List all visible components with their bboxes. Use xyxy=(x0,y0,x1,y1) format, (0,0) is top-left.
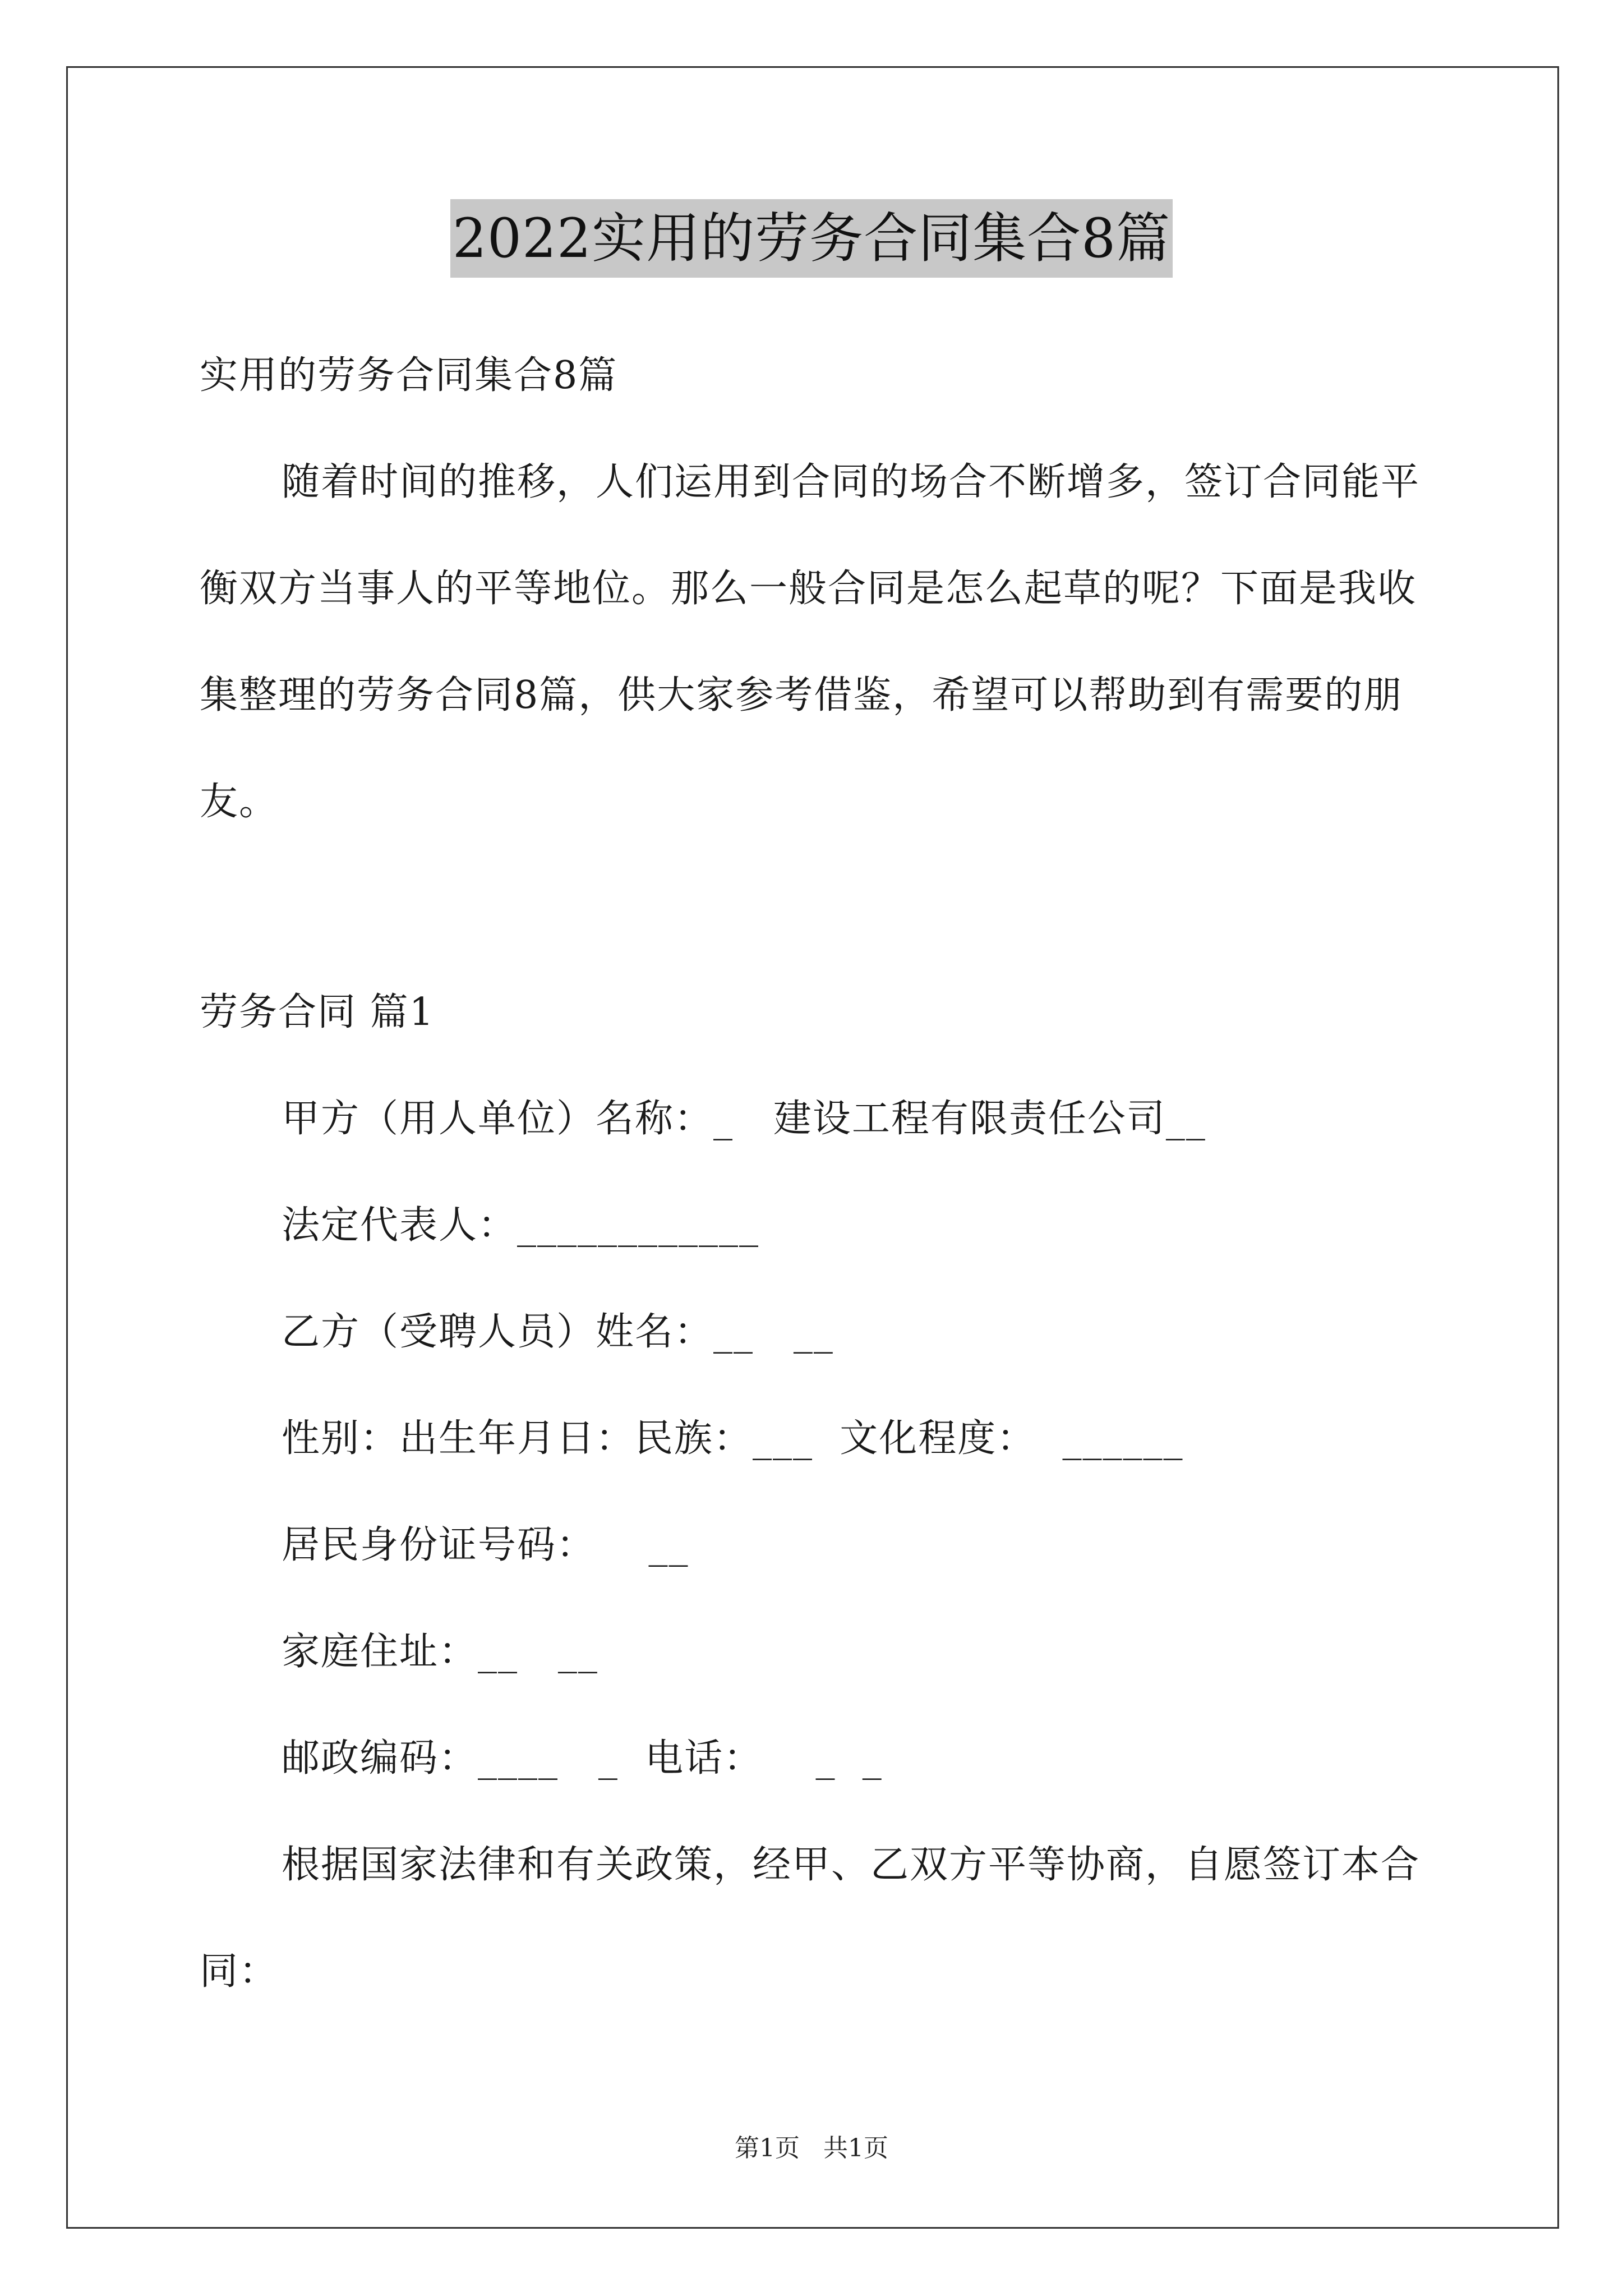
section-heading: 劳务合同 篇1 xyxy=(200,990,435,1034)
document-subtitle: 实用的劳务合同集合8篇 xyxy=(200,353,618,398)
postal-phone-field: 邮政编码：____ _ 电话： _ _ xyxy=(282,1736,883,1780)
home-address-field: 家庭住址：__ __ xyxy=(282,1630,598,1674)
intro-paragraph: 随着时间的推移，人们运用到合同的场合不断增多，签订合同能平衡双方当事人的平等地位。那么一般合同是怎么起草的呢？下面是我收集整理的劳务合同8篇，供大家参考借鉴，希望可以帮助到有需要的朋友。 xyxy=(200,460,1421,824)
document-title: 2022实用的劳务合同集合8篇 xyxy=(450,199,1173,278)
title-container xyxy=(0,199,1623,278)
id-number-field: 居民身份证号码： __ xyxy=(282,1523,689,1567)
party-a-name-field: 甲方（用人单位）名称：_ 建设工程有限责任公司__ xyxy=(282,1097,1206,1141)
party-b-name-field: 乙方（受聘人员）姓名：__ __ xyxy=(282,1310,834,1354)
page-footer: 第1页 共1页 xyxy=(735,2134,888,2162)
closing-paragraph: 根据国家法律和有关政策，经甲、乙双方平等协商，自愿签订本合同： xyxy=(200,1843,1421,1994)
legal-representative-field: 法定代表人：____________ xyxy=(282,1203,760,1248)
gender-birth-ethnicity-field: 性别：出生年月日：民族：___ 文化程度： ______ xyxy=(282,1416,1184,1461)
